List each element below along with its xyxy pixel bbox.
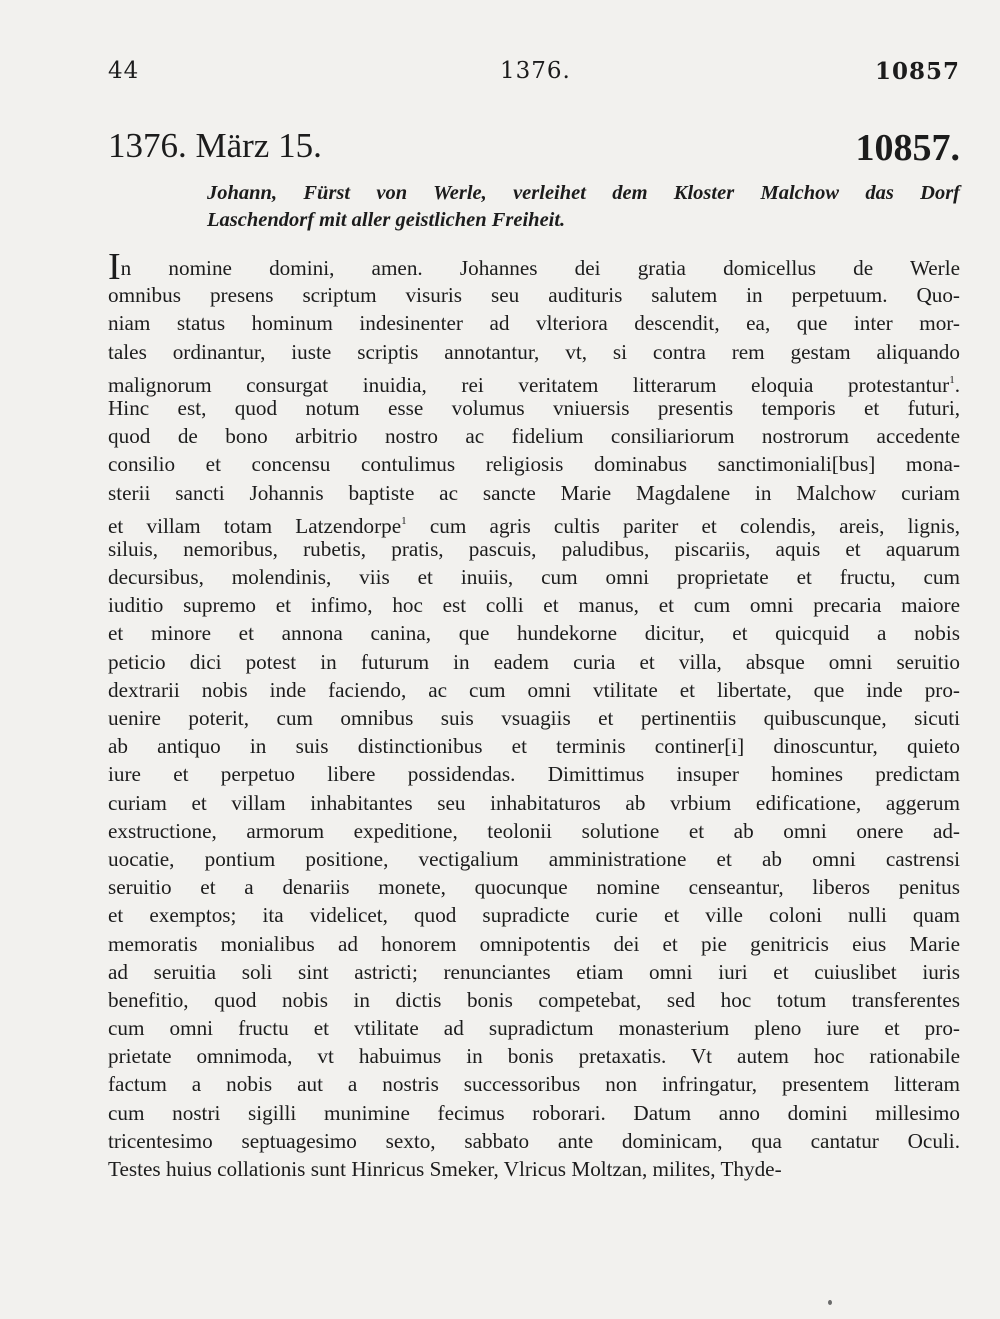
document-body bbox=[108, 246, 960, 1183]
body-line: dextrarii nobis inde faciendo, ac cum omni vtilitate et libertate, que inde pro- bbox=[108, 677, 960, 702]
body-line: iure et perpetuo libere possidendas. Dimittimus insuper homines predictam bbox=[108, 762, 960, 787]
body-line: curiam et villam inhabitantes seu inhabitaturos ab vrbium edificatione, aggerum bbox=[108, 790, 960, 815]
body-line: sterii sancti Johannis baptiste ac sancte Marie Magdalene in Malchow curiam bbox=[108, 480, 960, 505]
body-line: Hinc est, quod notum esse volumus vniuersis presentis temporis et futuri, bbox=[108, 395, 960, 420]
initial-letter: I bbox=[108, 246, 121, 288]
body-line: ab antiquo in suis distinctionibus et terminis continer[i] dinoscuntur, quieto bbox=[108, 734, 960, 759]
running-head-year: 1376. bbox=[500, 58, 571, 84]
document-number: 10857. bbox=[855, 127, 960, 169]
body-line: iuditio supremo et infimo, hoc est colli et manus, et cum omni precaria maiore bbox=[108, 593, 960, 618]
body-line: ad seruitia soli sint astricti; renunciantes etiam omni iuri et cuiuslibet iuris bbox=[108, 959, 960, 984]
document-header bbox=[108, 126, 960, 170]
body-line: cum nostri sigilli munimine fecimus roborari. Datum anno domini millesimo bbox=[108, 1100, 960, 1125]
body-line-text: cum agris cultis pariter et colendis, areis, lignis, bbox=[406, 513, 960, 538]
document-date: 1376. März 15. bbox=[108, 126, 322, 165]
body-line: peticio dici potest in futurum in eadem curia et villa, absque omni seruitio bbox=[108, 649, 960, 674]
summary-line: Laschendorf mit aller geistlichen Freiheit. bbox=[207, 209, 566, 231]
body-line-text: . bbox=[954, 372, 960, 397]
body-line: Testes huius collationis sunt Hinricus Smeker, Vlricus Moltzan, milites, Thyde- bbox=[108, 1157, 782, 1181]
body-line-text: n nomine domini, amen. Johannes dei gratia domicellus de Werle bbox=[120, 256, 960, 280]
document-summary bbox=[207, 180, 960, 234]
body-line bbox=[108, 246, 960, 288]
body-line: et minore et annona canina, que hundekorne dicitur, et quicquid a nobis bbox=[108, 621, 960, 646]
body-line: prietate omnimoda, vt habuimus in bonis pretaxatis. Vt autem hoc rationabile bbox=[108, 1044, 960, 1069]
body-line bbox=[108, 507, 960, 538]
body-line: quod de bono arbitrio nostro ac fidelium consiliariorum nostrorum accedente bbox=[108, 424, 960, 449]
body-line: factum a nobis aut a nostris successoribus non infringatur, presentem litteram bbox=[108, 1072, 960, 1097]
body-line: uocatie, pontium positione, vectigalium amministratione et ab omni castrensi bbox=[108, 846, 960, 871]
paper-speck bbox=[828, 1300, 832, 1305]
summary-line: Johann, Fürst von Werle, verleihet dem Kloster Malchow das Dorf bbox=[207, 182, 960, 204]
body-line: tales ordinantur, iuste scriptis annotantur, vt, si contra rem gestam aliquando bbox=[108, 339, 960, 364]
body-line: decursibus, molendinis, viis et inuiis, cum omni proprietate et fructu, cum bbox=[108, 565, 960, 590]
body-line: benefitio, quod nobis in dictis bonis competebat, sed hoc totum transferentes bbox=[108, 987, 960, 1012]
body-line: exstructione, armorum expeditione, teolonii solutione et ab omni onere ad- bbox=[108, 818, 960, 843]
running-head-doc-number: 10857 bbox=[874, 58, 960, 85]
body-line: seruitio et a denariis monete, quocunque nomine censeantur, liberos penitus bbox=[108, 875, 960, 900]
body-line: cum omni fructu et vtilitate ad supradictum monasterium pleno iure et pro- bbox=[108, 1016, 960, 1041]
body-line: consilio et concensu contulimus religiosis dominabus sanctimoniali[bus] mona- bbox=[108, 452, 960, 477]
body-line: et exemptos; ita videlicet, quod supradicte curie et ville coloni nulli quam bbox=[108, 903, 960, 928]
body-line-text: et villam totam Latzendorpe bbox=[108, 513, 402, 538]
footnote-marker: 1 bbox=[401, 514, 407, 527]
body-line: siluis, nemoribus, rubetis, pratis, pascuis, paludibus, piscariis, aquis et aquarum bbox=[108, 536, 960, 561]
page-number: 44 bbox=[108, 58, 140, 84]
body-line: memoratis monialibus ad honorem omnipotentis dei et pie genitricis eius Marie bbox=[108, 931, 960, 956]
body-line: uenire poterit, cum omnibus suis vsuagiis et pertinentiis quibuscunque, sicuti bbox=[108, 706, 960, 730]
body-line: omnibus presens scriptum visuris seu audituris salutem in perpetuum. Quo- bbox=[108, 283, 960, 308]
body-line bbox=[108, 366, 960, 397]
footnote-marker: 1 bbox=[949, 373, 955, 386]
body-line: tricentesimo septuagesimo sexto, sabbato ante dominicam, qua cantatur Oculi. bbox=[108, 1128, 960, 1153]
body-line: niam status hominum indesinenter ad vlteriora descendit, ea, que inter mor- bbox=[108, 311, 960, 336]
body-line-text: malignorum consurgat inuidia, rei veritatem litterarum eloquia protestantur bbox=[108, 372, 950, 397]
running-head bbox=[108, 58, 960, 88]
